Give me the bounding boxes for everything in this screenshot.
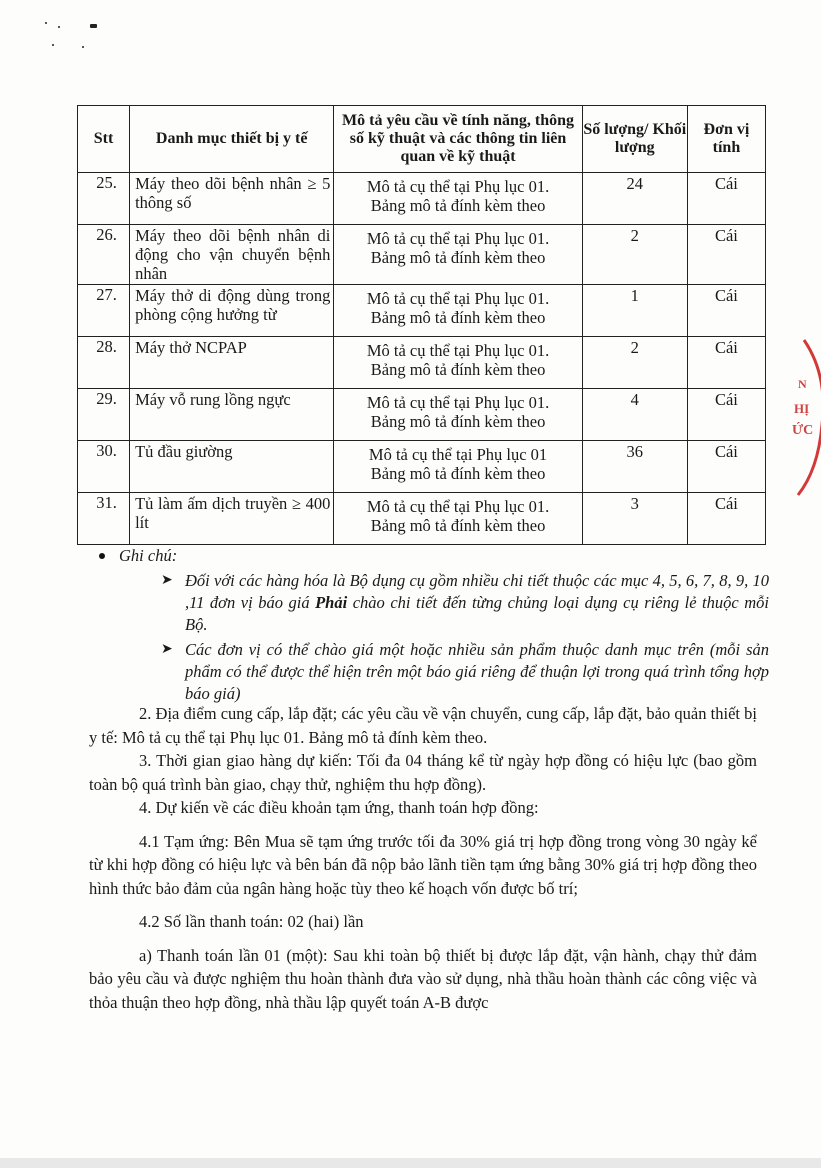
row-desc-line1: Mô tả cụ thể tại Phụ lục 01. — [366, 393, 550, 412]
row-stt: 27. — [96, 285, 117, 304]
stamp-text: ỨC — [792, 423, 814, 438]
row-name: Máy vỗ rung lồng ngực — [130, 389, 334, 441]
note-text — [185, 570, 769, 636]
arrow-bullet-icon: ➤ — [161, 573, 173, 588]
row-desc-line2: Bảng mô tả đính kèm theo — [370, 516, 546, 535]
row-desc-line2: Bảng mô tả đính kèm theo — [370, 412, 546, 431]
row-desc-line2: Bảng mô tả đính kèm theo — [370, 196, 546, 215]
notes-heading: Ghi chú: — [119, 546, 178, 565]
paragraph: 4.1 Tạm ứng: Bên Mua sẽ tạm ứng trước tối đa 30% giá trị hợp đồng trong vòng 30 ngày kể từ khi hợp đồng có hiệu lực và bên bán đã nộp bảo lãnh tiền tạm ứng bằng 30% giá trị hợp đồng theo hình thức bảo đảm của ngân hàng hoặc tùy theo kế hoạch vốn được bố trí; — [89, 831, 757, 898]
row-unit: Cái — [687, 389, 765, 441]
row-qty: 2 — [582, 337, 687, 389]
stamp-text: N — [798, 377, 807, 391]
note-text-bold: Phải — [315, 593, 348, 612]
row-name: Tủ đầu giường — [130, 441, 334, 493]
row-desc-line1: Mô tả cụ thể tại Phụ lục 01 — [368, 445, 548, 464]
row-unit: Cái — [687, 441, 765, 493]
row-name: Máy theo dõi bệnh nhân di động cho vận chuyển bệnh nhân — [130, 225, 334, 285]
red-stamp-fragment — [788, 335, 821, 505]
row-unit: Cái — [687, 337, 765, 389]
paragraph: 2. Địa điểm cung cấp, lắp đặt; các yêu cầu về vận chuyển, cung cấp, lắp đặt, bảo quản thiết bị y tế: Mô tả cụ thể tại Phụ lục 01. Bảng mô tả đính kèm theo. — [89, 704, 757, 747]
arrow-bullet-icon: ➤ — [161, 642, 173, 657]
paragraph: 4.2 Số lần thanh toán: 02 (hai) lần — [139, 912, 364, 931]
row-stt: 26. — [96, 225, 117, 244]
table-row — [78, 173, 766, 225]
row-stt: 29. — [96, 389, 117, 408]
row-stt: 25. — [96, 173, 117, 192]
row-stt: 31. — [96, 493, 117, 512]
stamp-arc-icon — [788, 335, 821, 505]
bullet-dot-icon — [99, 553, 105, 559]
scan-bottom-edge — [0, 1158, 821, 1168]
header-qty: Số lượng/ Khối lượng — [582, 106, 687, 173]
row-stt: 30. — [96, 441, 117, 460]
row-unit: Cái — [687, 285, 765, 337]
row-qty: 2 — [582, 225, 687, 285]
notes-heading-row — [99, 545, 769, 567]
table-row — [78, 389, 766, 441]
note-text: Các đơn vị có thể chào giá một hoặc nhiều sản phẩm thuộc danh mục trên (mỗi sản phẩm có thể được thể hiện trên một báo giá riêng để thuận lợi trong quá trình tổng hợp báo giá) — [185, 640, 769, 703]
equipment-table — [77, 105, 766, 545]
row-desc-line1: Mô tả cụ thể tại Phụ lục 01. — [366, 497, 550, 516]
row-unit: Cái — [687, 493, 765, 545]
row-desc-line2: Bảng mô tả đính kèm theo — [370, 308, 546, 327]
paragraph: 3. Thời gian giao hàng dự kiến: Tối đa 04 tháng kể từ ngày hợp đồng có hiệu lực (bao gồm toàn bộ quá trình bàn giao, chạy thử, nghiệm thu hợp đồng). — [89, 751, 757, 794]
row-desc-line1: Mô tả cụ thể tại Phụ lục 01. — [366, 229, 550, 248]
row-desc-line2: Bảng mô tả đính kèm theo — [370, 360, 546, 379]
row-unit: Cái — [687, 173, 765, 225]
row-qty: 4 — [582, 389, 687, 441]
table-row — [78, 441, 766, 493]
row-desc-line2: Bảng mô tả đính kèm theo — [370, 464, 546, 483]
table-header-row — [78, 106, 766, 173]
paragraph: 4. Dự kiến về các điều khoản tạm ứng, thanh toán hợp đồng: — [139, 798, 539, 817]
table-row — [78, 225, 766, 285]
row-name: Tủ làm ấm dịch truyền ≥ 400 lít — [130, 493, 334, 545]
note-item — [161, 639, 769, 705]
row-stt: 28. — [96, 337, 117, 356]
header-desc: Mô tả yêu cầu về tính năng, thông số kỹ thuật và các thông tin liên quan về kỹ thuật — [334, 106, 582, 173]
body-text — [89, 702, 757, 1014]
row-unit: Cái — [687, 225, 765, 285]
row-name: Máy theo dõi bệnh nhân ≥ 5 thông số — [130, 173, 334, 225]
row-name: Máy thở NCPAP — [130, 337, 334, 389]
table-row — [78, 493, 766, 545]
note-text-part: Đối với các hàng hóa là Bộ dụng cụ gồm nhiều chi tiết thuộc các mục 4, 5, 6, 7, 8, 9, 10 ,11 đơn vị báo giá — [185, 571, 769, 612]
header-stt: Stt — [78, 106, 130, 173]
row-qty: 3 — [582, 493, 687, 545]
table-row — [78, 337, 766, 389]
row-desc-line1: Mô tả cụ thể tại Phụ lục 01. — [366, 341, 550, 360]
row-desc-line2: Bảng mô tả đính kèm theo — [370, 248, 546, 267]
row-desc-line1: Mô tả cụ thể tại Phụ lục 01. — [366, 177, 550, 196]
row-name: Máy thở di động dùng trong phòng cộng hưởng từ — [130, 285, 334, 337]
scan-specks — [40, 14, 120, 54]
row-qty: 24 — [582, 173, 687, 225]
row-qty: 1 — [582, 285, 687, 337]
notes-section — [99, 545, 769, 705]
row-desc-line1: Mô tả cụ thể tại Phụ lục 01. — [366, 289, 550, 308]
note-item — [161, 570, 769, 636]
table-row — [78, 285, 766, 337]
stamp-text: HỊ — [794, 401, 810, 416]
paragraph: a) Thanh toán lần 01 (một): Sau khi toàn bộ thiết bị được lắp đặt, vận hành, chạy thử đảm bảo yêu cầu và được nghiệm thu hoàn thành đưa vào sử dụng, nhà thầu hoàn thành các công việc và thỏa thuận theo hợp đồng, nhà thầu lập quyết toán A-B được — [89, 945, 757, 1012]
header-unit: Đơn vị tính — [687, 106, 765, 173]
row-qty: 36 — [582, 441, 687, 493]
header-name: Danh mục thiết bị y tế — [130, 106, 334, 173]
note-text-part: chào chi tiết đến từng chủng loại dụng cụ riêng lẻ thuộc mỗi Bộ. — [185, 593, 769, 634]
